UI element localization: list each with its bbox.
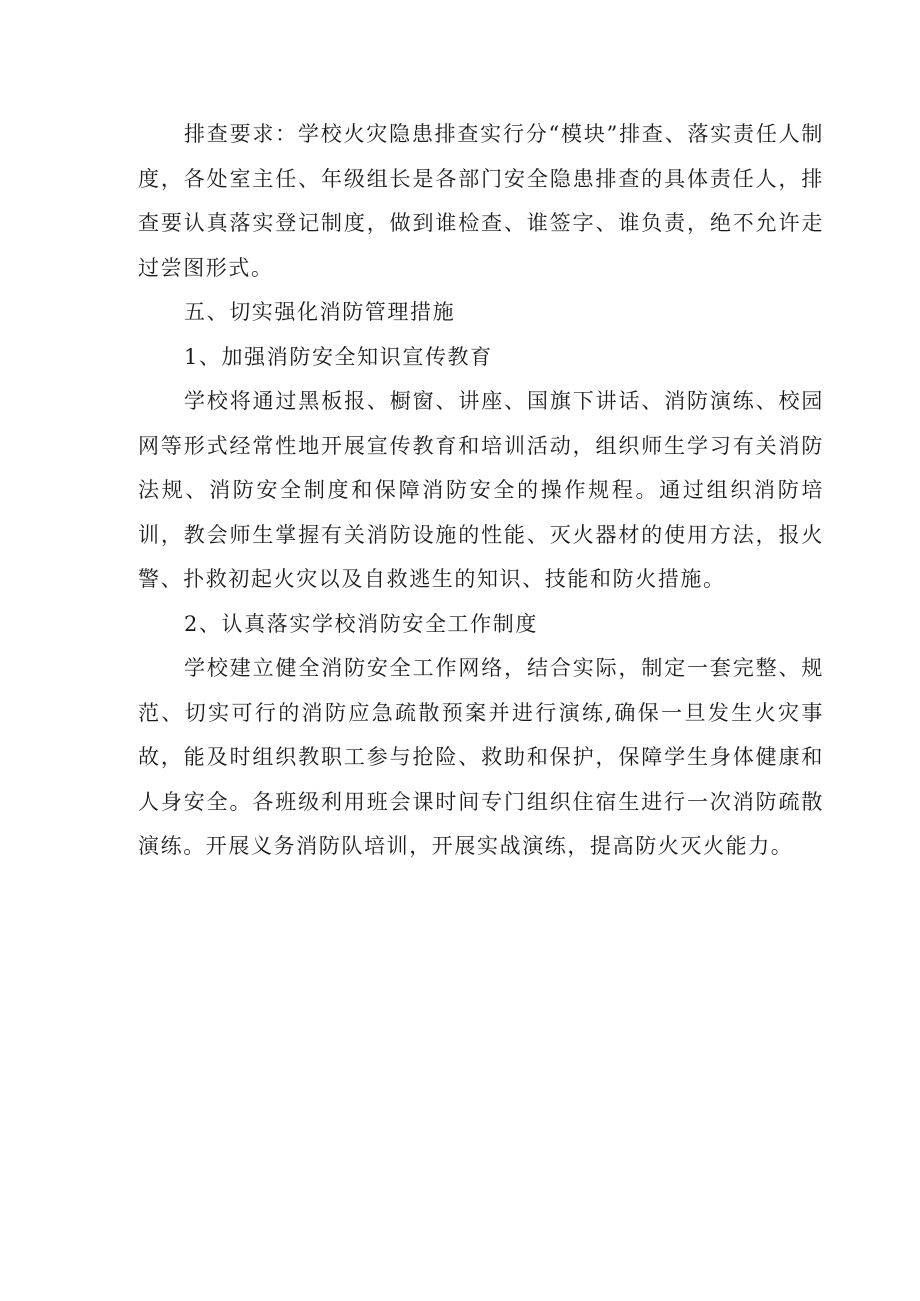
document-body xyxy=(138,112,824,869)
subheading-education: 1、加强消防安全知识宣传教育 xyxy=(184,344,493,369)
paragraph-education: 学校将通过黑板报、橱窗、讲座、国旗下讲话、消防演练、校园网等形式经常性地开展宣传教育和培训活动，组织师生学习有关消防法规、消防安全制度和保障消防安全的操作规程。通过组织消防培训，教会师生掌握有关消防设施的性能、灭火器材的使用方法，报火警、扑救初起火灾以及自救逃生的知识、技能和防火措施。 xyxy=(138,389,824,591)
paragraph-inspection-requirements: 排查要求：学校火灾隐患排查实行分“模块”排查、落实责任人制度，各处室主任、年级组长是各部门安全隐患排查的具体责任人，排查要认真落实登记制度，做到谁检查、谁签字、谁负责，绝不允许走过尝图形式。 xyxy=(138,122,824,280)
subheading-safety-system: 2、认真落实学校消防安全工作制度 xyxy=(184,611,538,636)
paragraph-safety-system: 学校建立健全消防安全工作网络，结合实际，制定一套完整、规范、切实可行的消防应急疏散预案并进行演练,确保一旦发生火灾事故，能及时组织教职工参与抢险、救助和保护，保障学生身体健康和人身安全。各班级利用班会课时间专门组织住宿生进行一次消防疏散演练。开展义务消防队培训，开展实战演练，提高防火灭火能力。 xyxy=(138,656,824,858)
section-heading-fire-management: 五、切实强化消防管理措施 xyxy=(184,300,456,324)
